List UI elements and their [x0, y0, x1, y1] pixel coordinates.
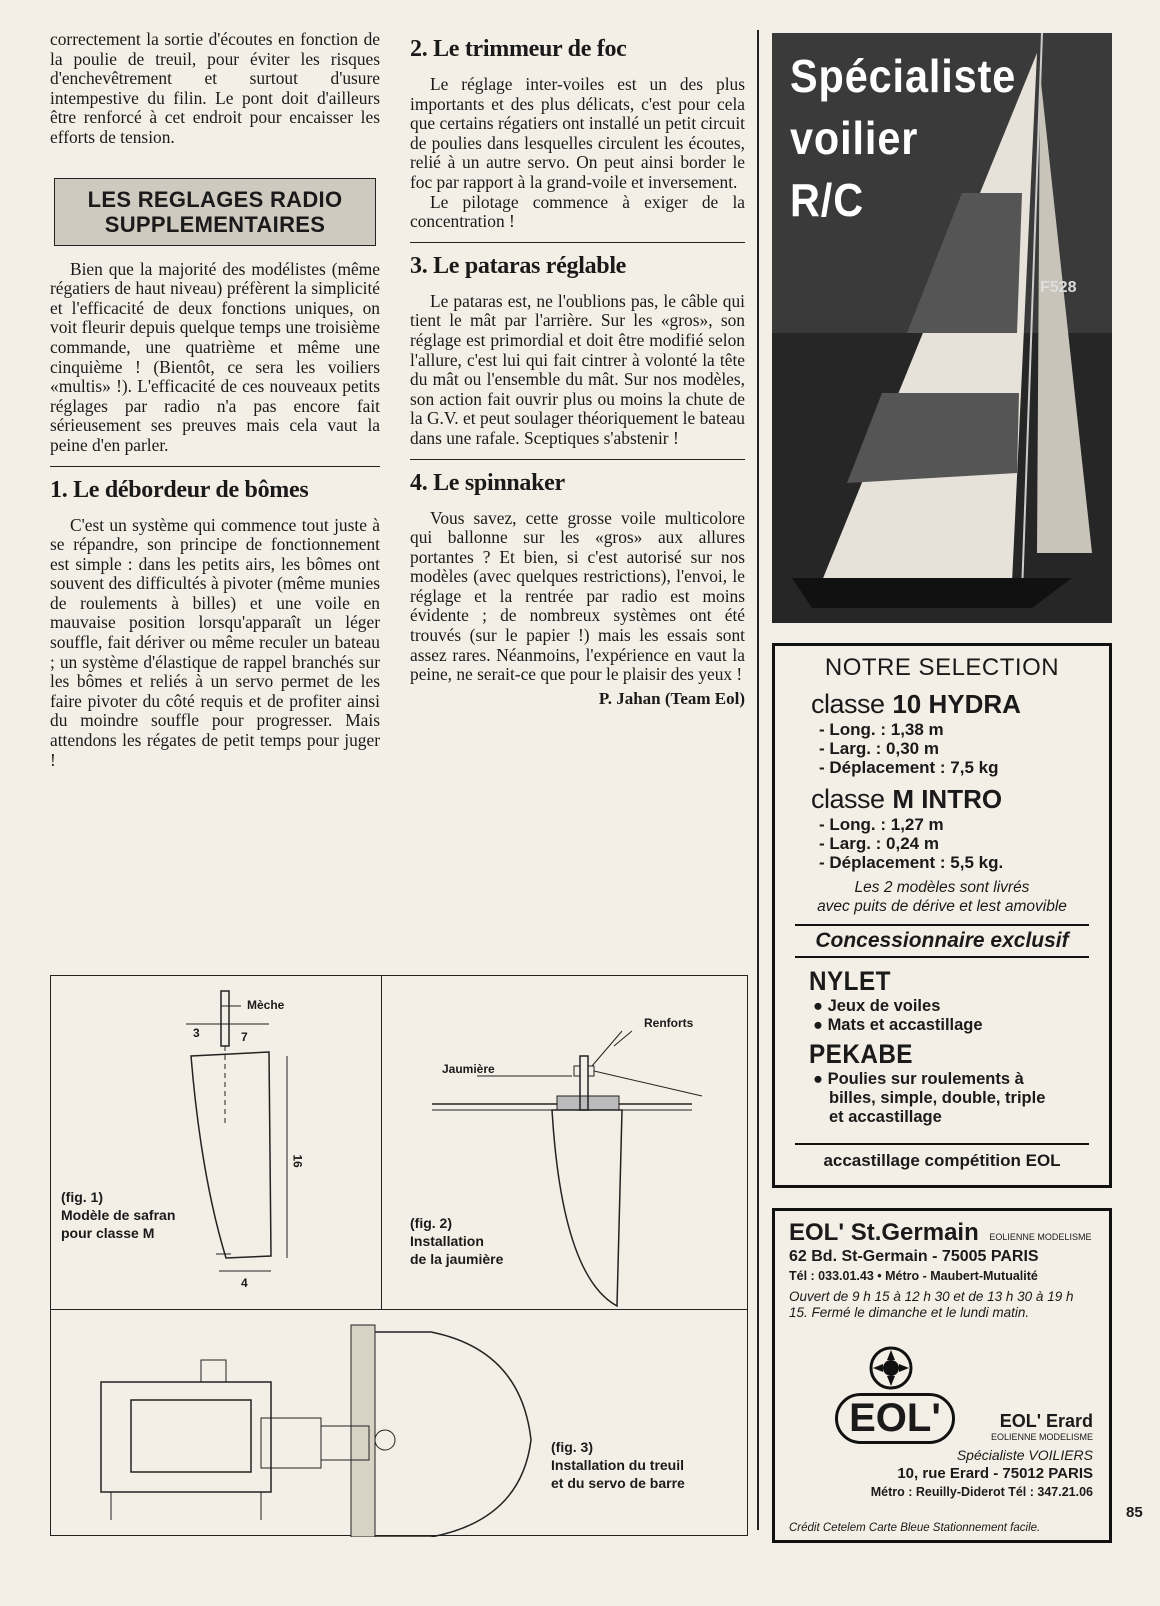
- figure-1-caption: [61, 1188, 175, 1242]
- shop1-hours: Ouvert de 9 h 15 à 12 h 30 et de 13 h 30 à 19 h 15. Fermé le dimanche et le lundi matin.: [789, 1289, 1074, 1320]
- spec-line: - Larg. : 0,24 m: [819, 834, 939, 853]
- figure-1: [50, 975, 383, 1310]
- paragraph-radio-settings: Bien que la majorité des modélistes (même régatiers de haut niveau) préfèrent la simplicité et l'efficacité de deux fonctions uniques, on voit fleurir depuis quelque temps une troisième commande, une quatrième et même une cinquième ! (Bientôt, ce sera les voiliers «multis» !). L'efficacité de ces nouveaux petits réglages par radio n'a pas encore fait sérieusement ses preuves mais cela vaut la peine d'en parler.: [50, 258, 380, 455]
- ad-headline-line3: R/C: [790, 174, 865, 226]
- heading-trimmeur-foc: 2. Le trimmeur de foc: [410, 36, 627, 62]
- spec-line: - Long. : 1,27 m: [819, 815, 944, 834]
- eol-logo: [835, 1381, 955, 1451]
- column-left: [50, 30, 380, 770]
- label-renforts: Renforts: [644, 1016, 694, 1030]
- shop2-address: 10, rue Erard - 75012 PARIS: [897, 1465, 1093, 1482]
- class-intro: [811, 783, 1109, 815]
- figure-2-caption-line2: de la jaumière: [410, 1251, 504, 1267]
- figure-3-caption-line2: et du servo de barre: [551, 1475, 685, 1491]
- heading-pataras: 3. Le pataras réglable: [410, 252, 627, 279]
- classe-word: classe: [811, 784, 885, 814]
- figure-1-caption-line1: Modèle de safran: [61, 1207, 176, 1223]
- paragraph-trimmeur-foc: Le réglage inter-voiles est un des plus importants et des plus délicats, c'est pour cela que certains régatiers ont installé un petit circuit de poulies dans lesquelles circulent les écoutes, relié à un autre servo. On peut ainsi border le foc par rapport à la grand-voile et inversement.: [410, 74, 745, 192]
- rudder-drawing: [51, 976, 384, 1311]
- dimension-4: 4: [241, 1276, 248, 1290]
- shop2-block: [991, 1411, 1093, 1442]
- label-meche: Mèche: [247, 998, 285, 1012]
- figure-1-label: (fig. 1): [61, 1189, 103, 1205]
- class-hydra-name: 10 HYDRA: [892, 689, 1021, 719]
- payment-info: Crédit Cetelem Carte Bleue Stationnement facile.: [789, 1522, 1041, 1534]
- section-box-title: LES REGLAGES RADIO SUPPLEMENTAIRES: [54, 178, 376, 246]
- shop2-title: EOL' Erard: [999, 1411, 1093, 1431]
- selection-ad: [772, 643, 1112, 1188]
- dimension-7: 7: [241, 1030, 248, 1044]
- column-middle: [410, 30, 745, 709]
- dimension-3: 3: [193, 1026, 200, 1040]
- brand-nylet: NYLET: [809, 966, 891, 996]
- bullet-continuation: billes, simple, double, triple: [829, 1089, 1046, 1107]
- bullet-text: Poulies sur roulements à: [827, 1070, 1024, 1088]
- paragraph-spinnaker: Vous savez, cette grosse voile multicolore qui ballonne sur les «gros» aux allures portantes ? Et bien, si c'est autorisé sur nos modèles (avec quelques restrictions), l'envoi, le réglage et la rentrée par radio est moins évidente ; de nombreux systèmes ont été trouvés (sur le papier !) mais les essais sont assez rares. Néanmoins, l'expérience en vaut la peine, ne serait-ce que pour le plaisir des yeux !: [410, 507, 745, 685]
- ad-headline-line1: Spécialiste: [790, 50, 1017, 102]
- class-intro-name: M INTRO: [892, 784, 1003, 814]
- shop1-title: EOL' St.Germain: [789, 1219, 979, 1246]
- spec-line: - Déplacement : 5,5 kg.: [819, 853, 1004, 872]
- figure-2-label: (fig. 2): [410, 1215, 452, 1231]
- shop2-phone: Métro : Reuilly-Diderot Tél : 347.21.06: [870, 1485, 1093, 1499]
- figure-3-label: (fig. 3): [551, 1439, 593, 1455]
- class-hydra: [811, 688, 1109, 720]
- spec-line: - Larg. : 0,30 m: [819, 739, 939, 758]
- paragraph-pilotage: Le pilotage commence à exiger de la concentration !: [410, 191, 745, 232]
- classe-word: classe: [811, 689, 885, 719]
- delivery-note-line2: avec puits de dérive et lest amovible: [817, 898, 1067, 915]
- bullet-item: ● Mats et accastillage: [813, 1016, 983, 1034]
- exclusive-dealer: Concessionnaire exclusif: [795, 924, 1089, 958]
- page-number: 85: [1126, 1504, 1143, 1521]
- divider: [410, 242, 745, 243]
- figure-3-caption: [551, 1438, 685, 1492]
- winch-servo-drawing: [51, 1310, 749, 1537]
- shop2-specialty: Spécialiste VOILIERS: [956, 1447, 1093, 1463]
- delivery-note-line1: Les 2 modèles sont livrés: [854, 879, 1030, 896]
- heading-deborde-bomes: 1. Le débordeur de bômes: [50, 476, 309, 503]
- shop1-address: 62 Bd. St-Germain - 75005 PARIS: [789, 1248, 1039, 1265]
- spec-line: - Déplacement : 7,5 kg: [819, 758, 999, 777]
- bullet-item: ● Jeux de voiles: [813, 997, 941, 1015]
- paragraph-pataras: Le pataras est, ne l'oublions pas, le câble qui tient le mât par l'arrière. Sur les «gros», son réglage est primordial et doit être modifié selon l'allure, c'est lui qui fait cintrer à volonté la tête du mât ou l'ensemble du mât. Sur nos modèles, son action fait ouvrir plus ou moins la chute de la G.V. et peut soulager théoriquement le bateau dans une rafale. Sceptiques s'abstenir !: [410, 290, 745, 448]
- author-signature: P. Jahan (Team Eol): [598, 688, 745, 708]
- bullet-item: ● Poulies sur roulements à: [813, 1070, 1024, 1088]
- brand-pekabe: PEKABE: [809, 1039, 913, 1069]
- bullet-text: Mats et accastillage: [827, 1016, 983, 1034]
- intro-paragraph: correctement la sortie d'écoutes en fonction de la poulie de treuil, pour éviter les risques d'enchevêtrement et surtout d'usure intempestive du filin. Le pont doit d'ailleurs être renforcé à cet endroit pour encaisser les efforts de tension.: [50, 29, 380, 147]
- divider: [410, 459, 745, 460]
- spec-line: - Long. : 1,38 m: [819, 720, 944, 739]
- eol-logo-text: EOL': [835, 1393, 955, 1444]
- label-jaumiere: Jaumière: [442, 1062, 495, 1076]
- shop-ad: [772, 1208, 1112, 1543]
- delivery-note: [775, 878, 1109, 916]
- bullet-text: Jeux de voiles: [827, 997, 941, 1015]
- sailboat-photo-ad: [772, 33, 1112, 623]
- figure-1-caption-line2: pour classe M: [61, 1225, 155, 1241]
- column-divider: [757, 30, 759, 1530]
- ad-headline: [790, 45, 1016, 231]
- shop1-phone: Tél : 033.01.43 • Métro - Maubert-Mutualité: [789, 1269, 1038, 1283]
- bullet-continuation: et accastillage: [829, 1108, 942, 1126]
- shop1-name: [789, 1219, 1109, 1247]
- heading-spinnaker: 4. Le spinnaker: [410, 469, 565, 496]
- fan-icon: [861, 1345, 921, 1391]
- figure-3-caption-line1: Installation du treuil: [551, 1457, 685, 1473]
- figure-2-caption-line1: Installation: [410, 1233, 484, 1249]
- figure-2-caption: [410, 1214, 503, 1268]
- figure-2: [381, 975, 748, 1310]
- sail-number: F528: [1040, 279, 1077, 296]
- figure-3: [50, 1309, 748, 1536]
- ad-headline-line2: voilier: [790, 112, 919, 164]
- shop2-tagline: EOLIENNE MODELISME: [990, 1432, 1093, 1442]
- selection-footer: accastillage compétition EOL: [795, 1143, 1089, 1171]
- shop1-tagline: EOLIENNE MODELISME: [989, 1232, 1092, 1242]
- selection-title: NOTRE SELECTION: [824, 654, 1060, 681]
- dimension-16: 16: [290, 1154, 305, 1168]
- paragraph-deborde-bomes: C'est un système qui commence tout juste à se répandre, son principe de fonctionnement est simple : dans les petits airs, les bômes ont souvent des difficultés à pivoter (même munies de roulements à billes) et une voile en mauvaise position lorsqu'apparaît un léger souffle, fait dériver ou même reculer un bateau ; un système d'élastique de rappel branchés sur les bômes et reliés à un servo permet de les faire pivoter du côté requis et de profiter ainsi du moindre souffle pour progresser. Mais attendons les régates de petit temps pour juger !: [50, 514, 380, 770]
- divider: [50, 466, 380, 467]
